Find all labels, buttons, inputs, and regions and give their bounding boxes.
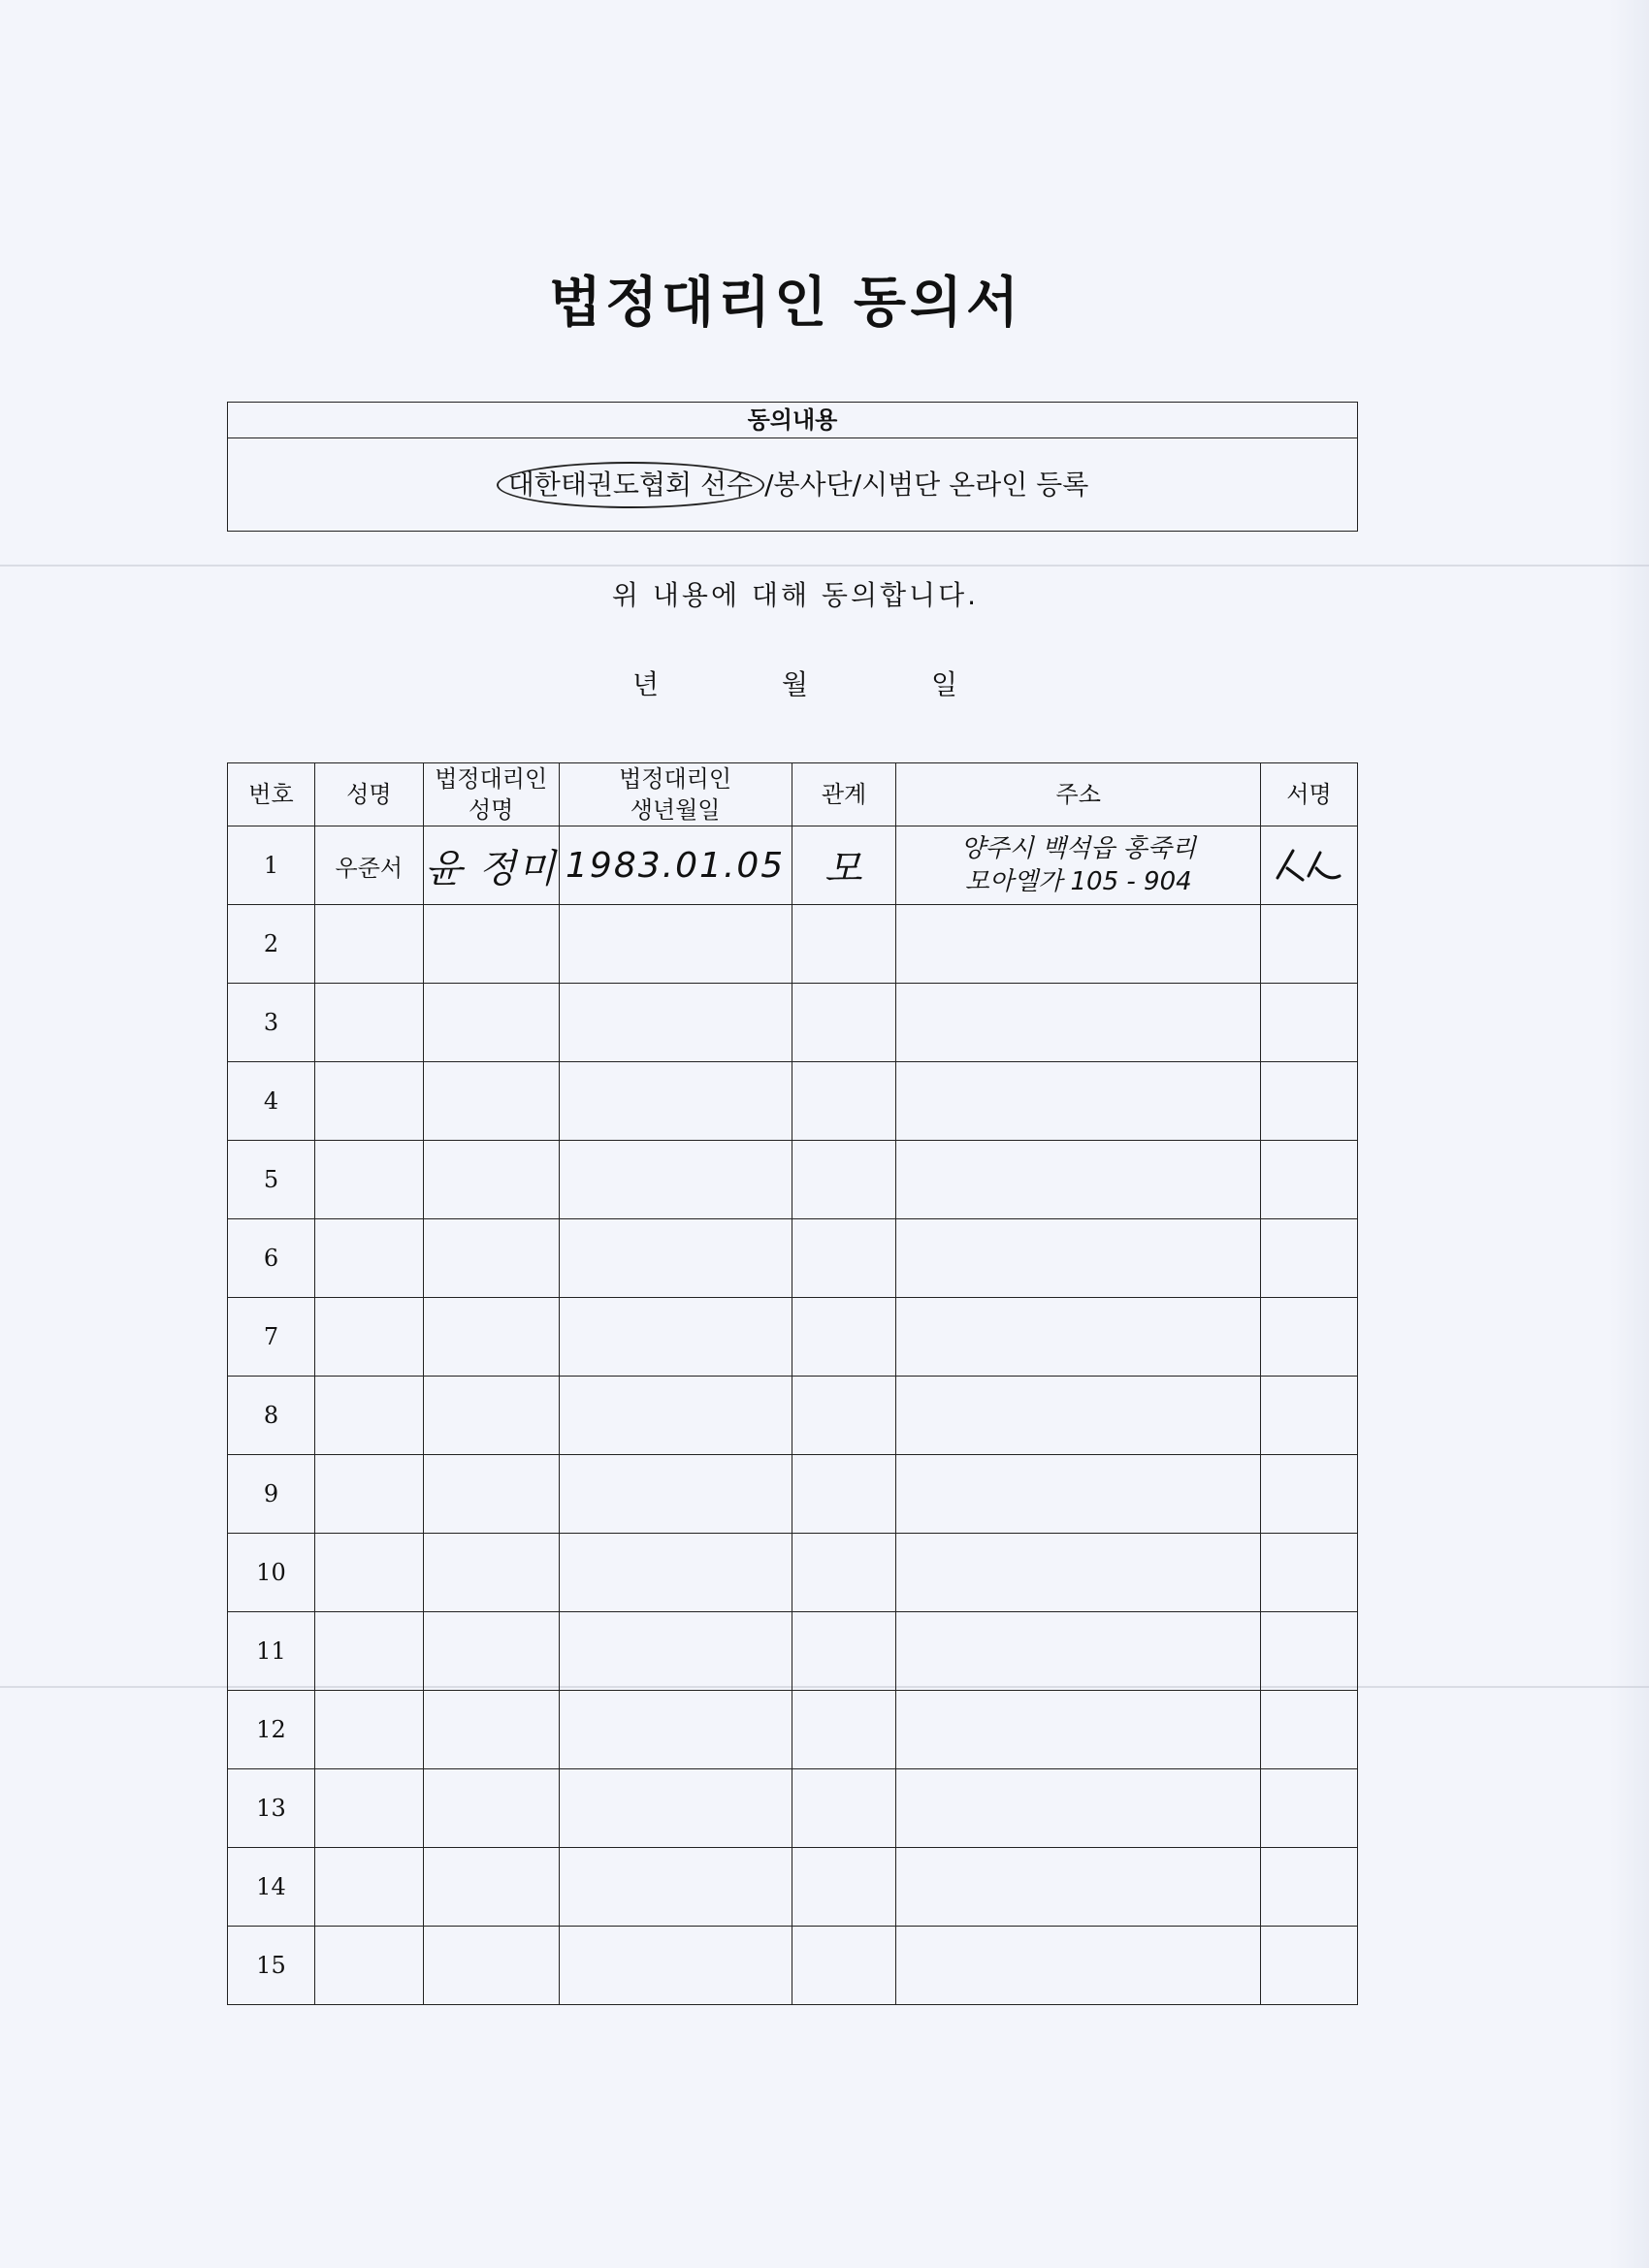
- table-header-row: [228, 763, 1358, 826]
- cell-no: 11: [228, 1612, 315, 1691]
- consent-content: [228, 438, 1357, 532]
- cell-address: [896, 826, 1261, 905]
- cell-no: 10: [228, 1534, 315, 1612]
- cell-no: 7: [228, 1298, 315, 1377]
- page-edge: [1610, 0, 1649, 2268]
- header-relation: 관계: [792, 763, 896, 826]
- header-signature: 서명: [1260, 763, 1357, 826]
- table-row: [228, 1298, 1358, 1377]
- cell-no: 12: [228, 1691, 315, 1769]
- guardian-consent-table: [227, 762, 1358, 2005]
- cell-name: 우준서: [314, 826, 423, 905]
- table-row: [228, 905, 1358, 984]
- table-row: [228, 1219, 1358, 1298]
- header-guardian-birth-line2: 생년월일: [630, 796, 721, 824]
- address-line-2: 모아엘가 105 - 904: [964, 867, 1192, 896]
- address-line-1: 양주시 백석읍 홍죽리: [960, 834, 1196, 863]
- table-row: [228, 1534, 1358, 1612]
- cell-no: 9: [228, 1455, 315, 1534]
- cell-no: 15: [228, 1927, 315, 2005]
- cell-guardian-name: 윤 정미: [423, 826, 559, 905]
- header-name: 성명: [314, 763, 423, 826]
- cell-no: 5: [228, 1141, 315, 1219]
- table-row: [228, 1141, 1358, 1219]
- circled-option: 대한태권도협회 선수: [497, 462, 764, 508]
- table-row: [228, 826, 1358, 905]
- consent-rest-text: /봉사단/시범단 온라인 등록: [764, 469, 1089, 501]
- header-guardian-name: [423, 763, 559, 826]
- cell-no: 2: [228, 905, 315, 984]
- cell-no: 3: [228, 984, 315, 1062]
- cell-guardian-birth: 1983.01.05: [559, 826, 792, 905]
- cell-relation: 모: [792, 826, 896, 905]
- header-no: 번호: [228, 763, 315, 826]
- table-row: [228, 1848, 1358, 1927]
- handwritten-signature-icon: [1270, 841, 1347, 890]
- date-day-label: 일: [931, 668, 958, 700]
- table-row: [228, 984, 1358, 1062]
- header-guardian-birth: [559, 763, 792, 826]
- table-row: [228, 1927, 1358, 2005]
- table-row: [228, 1769, 1358, 1848]
- cell-no: 4: [228, 1062, 315, 1141]
- agreement-statement: 위 내용에 대해 동의합니다.: [611, 579, 980, 611]
- table-row: [228, 1612, 1358, 1691]
- cell-no: 13: [228, 1769, 315, 1848]
- cell-no: 6: [228, 1219, 315, 1298]
- table-row: [228, 1691, 1358, 1769]
- consent-box: [227, 402, 1358, 532]
- table-row: [228, 1455, 1358, 1534]
- date-month-label: 월: [782, 668, 809, 700]
- cell-no: 8: [228, 1377, 315, 1455]
- fold-line: [0, 565, 1649, 567]
- date-year-label: 년: [632, 668, 660, 700]
- document-title: 법정대리인 동의서: [548, 271, 1023, 335]
- cell-signature: [1260, 826, 1357, 905]
- cell-no: 14: [228, 1848, 315, 1927]
- header-guardian-name-line2: 성명: [469, 796, 514, 824]
- header-guardian-birth-line1: 법정대리인: [619, 765, 732, 793]
- table-row: [228, 1062, 1358, 1141]
- table-row: [228, 1377, 1358, 1455]
- consent-header: 동의내용: [228, 403, 1357, 438]
- header-guardian-name-line1: 법정대리인: [435, 765, 548, 793]
- cell-no: 1: [228, 826, 315, 905]
- header-address: 주소: [896, 763, 1261, 826]
